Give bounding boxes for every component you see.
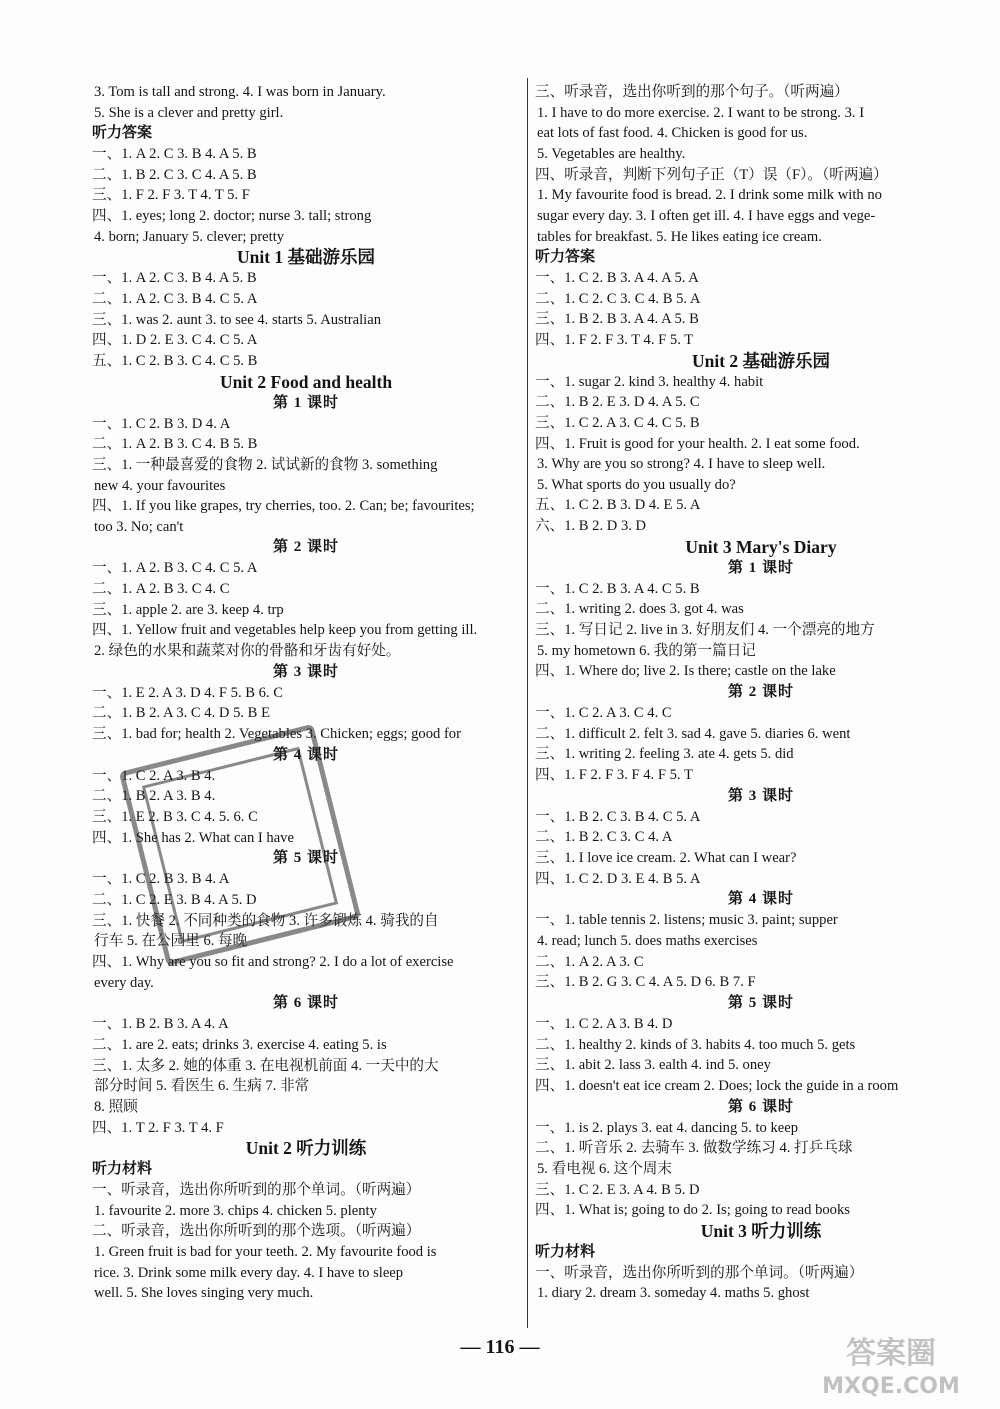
answer-line: 二、1. A 2. C 3. B 4. C 5. A [92,290,258,307]
section-heading: 听力材料 [535,1243,596,1260]
answer-line-continued: 3. Tom is tall and strong. 4. I was born in January. [94,84,386,100]
answer-line-continued: 2. 绿色的水果和蔬菜对你的骨骼和牙齿有好处。 [94,643,401,660]
answer-line: 三、1. C 2. A 3. C 4. C 5. B [535,414,700,431]
answer-line: 三、1. F 2. F 3. T 4. T 5. F [92,187,250,204]
answer-line: 一、1. A 2. C 3. B 4. A 5. B [92,270,257,287]
answer-line-continued: 5. Vegetables are healthy. [537,145,686,162]
answer-line-continued: sugar every day. 3. I often get ill. 4. I have eggs and vege- [537,207,876,224]
answer-line-continued: 5. 看电视 6. 这个周末 [537,1160,672,1177]
answer-line: 二、1. difficult 2. felt 3. sad 4. gave 5. diaries 6. went [535,725,851,742]
answer-line: 二、1. 听音乐 2. 去骑车 3. 做数学练习 4. 打乒乓球 [535,1140,853,1157]
answer-line-continued: 4. read; lunch 5. does maths exercises [537,932,758,949]
answer-line: 一、听录音，选出你所听到的那个单词。（听两遍） [535,1264,864,1281]
lesson-heading: 第 3 课时 [272,663,339,680]
answer-line-continued: every day. [94,974,154,991]
lesson-heading: 第 2 课时 [727,684,794,701]
answer-line: 四、1. If you like grapes, try cherries, too. 2. Can; be; favourites; [92,498,475,515]
unit-heading: Unit 3 听力训练 [700,1220,822,1241]
answer-line: 二、听录音，选出你所听到的那个选项。（听两遍） [92,1223,421,1240]
answer-line: 一、1. sugar 2. kind 3. healthy 4. habit [535,373,764,390]
answer-line: 三、1. writing 2. feeling 3. ate 4. gets 5. did [535,746,794,763]
answer-line-continued: 3. Why are you so strong? 4. I have to sleep well. [537,456,826,473]
section-heading: 听力材料 [92,1161,153,1178]
answer-line: 一、听录音，选出你所听到的那个单词。（听两遍） [92,1181,421,1198]
answer-line-continued: rice. 3. Drink some milk every day. 4. I have to sleep [94,1264,404,1281]
answer-line: 三、1. E 2. B 3. C 4. 5. 6. C [92,809,258,826]
answer-line: 二、1. B 2. C 3. C 4. A 5. B [92,166,257,183]
answer-line: 一、1. E 2. A 3. D 4. F 5. B 6. C [92,684,283,701]
answer-line: 三、1. B 2. B 3. A 4. A 5. B [535,311,699,328]
answer-line: 四、1. C 2. D 3. E 4. B 5. A [535,870,701,887]
answer-line: 四、1. T 2. F 3. T 4. F [92,1119,224,1136]
answer-line: 四、1. eyes; long 2. doctor; nurse 3. tall; strong [92,207,372,224]
answer-line: 三、1. 一种最喜爱的食物 2. 试试新的食物 3. something [92,456,438,473]
answer-line: 二、1. C 2. E 3. B 4. A 5. D [92,892,257,908]
answer-line: 一、1. A 2. B 3. C 4. C 5. A [92,560,258,577]
lesson-heading: 第 4 课时 [272,746,339,763]
answer-line: 四、1. F 2. F 3. F 4. F 5. T [535,767,693,784]
answer-line-continued: 1. I have to do more exercise. 2. I want to be strong. 3. I [537,104,865,121]
answer-line: 二、1. A 2. A 3. C [535,953,644,970]
answer-line-continued: 8. 照顾 [94,1098,138,1115]
answer-line: 二、1. are 2. eats; drinks 3. exercise 4. eating 5. is [92,1036,387,1053]
answer-line: 四、1. D 2. E 3. C 4. C 5. A [92,332,258,349]
answer-line: 四、1. She has 2. What can I have [92,829,294,846]
answer-line: 四、1. Why are you so fit and strong? 2. I do a lot of exercise [92,953,454,970]
answer-line-continued: 部分时间 5. 看医生 6. 生病 7. 非常 [94,1078,310,1095]
answer-line-continued: too 3. No; can't [94,518,184,535]
answer-line: 三、1. I love ice cream. 2. What can I wear? [535,850,797,866]
answer-line: 二、1. B 2. E 3. D 4. A 5. C [535,394,700,411]
lesson-heading: 第 3 课时 [727,787,794,804]
answer-line: 一、1. C 2. A 3. B 4. [92,767,216,784]
lesson-heading: 第 1 课时 [272,394,339,411]
answer-line: 四、1. Where do; live 2. Is there; castle on the lake [535,663,836,680]
answer-line: 三、1. 太多 2. 她的体重 3. 在电视机前面 4. 一天中的大 [92,1057,439,1074]
answer-line: 三、听录音，选出你听到的那个句子。（听两遍） [535,84,849,100]
lesson-heading: 第 1 课时 [727,559,794,576]
answer-line: 三、1. C 2. E 3. A 4. B 5. D [535,1181,700,1198]
answer-line-continued: 5. my hometown 6. 我的第一篇日记 [537,642,756,659]
answer-line: 四、1. What is; going to do 2. Is; going to read books [535,1202,850,1219]
section-heading: 听力答案 [535,249,596,266]
answer-line: 三、1. abit 2. lass 3. ealth 4. ind 5. oney [535,1057,771,1074]
answer-line: 二、1. B 2. A 3. C 4. D 5. B E [92,705,270,722]
answer-line: 三、1. bad for; health 2. Vegetables 3. Chicken; eggs; good for [92,726,461,743]
unit-heading: Unit 2 Food and health [219,371,393,392]
answer-line: 二、1. B 2. C 3. C 4. A [535,829,673,846]
answer-line: 一、1. C 2. B 3. A 4. A 5. A [535,269,699,286]
page-number: — 116 — [460,1336,540,1358]
answer-line-continued: 1. favourite 2. more 3. chips 4. chicken 5. plenty [94,1202,377,1219]
answer-line-continued: eat lots of fast food. 4. Chicken is good for us. [537,125,808,142]
lesson-heading: 第 6 课时 [727,1098,794,1115]
lesson-heading: 第 5 课时 [727,994,794,1011]
lesson-heading: 第 6 课时 [272,995,339,1012]
answer-line: 二、1. A 2. B 3. C 4. B 5. B [92,436,258,453]
answer-line: 二、1. A 2. B 3. C 4. C [92,581,230,598]
answer-line: 一、1. C 2. A 3. C 4. C [535,705,672,722]
right-column [535,82,987,1304]
answer-line-continued: 1. My favourite food is bread. 2. I drink some milk with no [537,187,882,204]
answer-line: 四、听录音，判断下列句子正（T）误（F）。（听两遍） [535,166,888,183]
svg-text:MXQE.COM: MXQE.COM [822,1374,960,1399]
answer-line: 一、1. table tennis 2. listens; music 3. paint; supper [535,912,838,929]
lesson-heading: 第 5 课时 [272,850,339,867]
unit-heading: Unit 3 Mary's Diary [685,536,837,557]
answer-line: 一、1. C 2. B 3. D 4. A [92,415,231,432]
answer-line-continued: new 4. your favourites [94,477,226,494]
lesson-heading: 第 4 课时 [727,891,794,908]
answer-line: 一、1. B 2. B 3. A 4. A [92,1016,229,1033]
answer-line-continued: 1. diary 2. dream 3. someday 4. maths 5. ghost [537,1285,810,1302]
unit-heading: Unit 1 基础游乐园 [236,247,376,268]
answer-line-continued: 5. She is a clever and pretty girl. [94,104,284,121]
answer-line: 一、1. A 2. C 3. B 4. A 5. B [92,145,257,162]
answer-line: 五、1. C 2. B 3. D 4. E 5. A [535,497,701,514]
answer-line: 三、1. 写日记 2. live in 3. 好朋友们 4. 一个漂亮的地方 [535,622,875,639]
answer-line: 五、1. C 2. B 3. C 4. C 5. B [92,352,258,369]
answer-line-continued: 行车 5. 在公园里 6. 每晚 [94,933,248,950]
answer-line-continued: 1. Green fruit is bad for your teeth. 2. My favourite food is [94,1243,437,1260]
left-column [92,82,520,1304]
answer-line-continued: 4. born; January 5. clever; pretty [94,228,285,245]
answer-line: 二、1. healthy 2. kinds of 3. habits 4. too much 5. gets [535,1036,856,1053]
lesson-heading: 第 2 课时 [272,539,339,556]
unit-heading: Unit 2 听力训练 [245,1138,367,1159]
svg-text:答案圈: 答案圈 [846,1336,936,1371]
answer-line: 二、1. B 2. A 3. B 4. [92,788,216,805]
answer-line: 二、1. C 2. C 3. C 4. B 5. A [535,290,701,307]
column-divider [527,78,528,1328]
answer-line: 一、1. C 2. B 3. A 4. C 5. B [535,580,700,597]
answer-line: 一、1. is 2. plays 3. eat 4. dancing 5. to keep [535,1119,799,1136]
answer-line: 三、1. 快餐 2. 不同种类的食物 3. 许多锻炼 4. 骑我的自 [92,912,439,929]
answer-line-continued: 5. What sports do you usually do? [537,476,736,493]
answer-line: 一、1. C 2. B 3. B 4. A [92,871,230,888]
answer-line: 一、1. B 2. C 3. B 4. C 5. A [535,808,701,825]
answer-line: 三、1. was 2. aunt 3. to see 4. starts 5. Australian [92,311,381,328]
answer-line: 一、1. C 2. A 3. B 4. D [535,1015,673,1032]
answer-line: 三、1. B 2. G 3. C 4. A 5. D 6. B 7. F [535,974,756,991]
answer-line: 四、1. Yellow fruit and vegetables help keep you from getting ill. [92,622,478,639]
unit-heading: Unit 2 基础游乐园 [691,350,831,371]
section-heading: 听力答案 [92,125,153,142]
answer-line: 四、1. Fruit is good for your health. 2. I eat some food. [535,435,860,452]
answer-line: 四、1. doesn't eat ice cream 2. Does; lock the guide in a room [535,1077,899,1094]
page-number-text: 116 [485,1336,515,1358]
answer-line: 六、1. B 2. D 3. D [535,518,647,535]
answer-line: 二、1. writing 2. does 3. got 4. was [535,601,744,618]
answer-line-continued: tables for breakfast. 5. He likes eating ice cream. [537,228,822,245]
answer-line-continued: well. 5. She loves singing very much. [94,1285,314,1302]
answer-line: 三、1. apple 2. are 3. keep 4. trp [92,601,284,618]
answer-line: 四、1. F 2. F 3. T 4. F 5. T [535,331,694,348]
